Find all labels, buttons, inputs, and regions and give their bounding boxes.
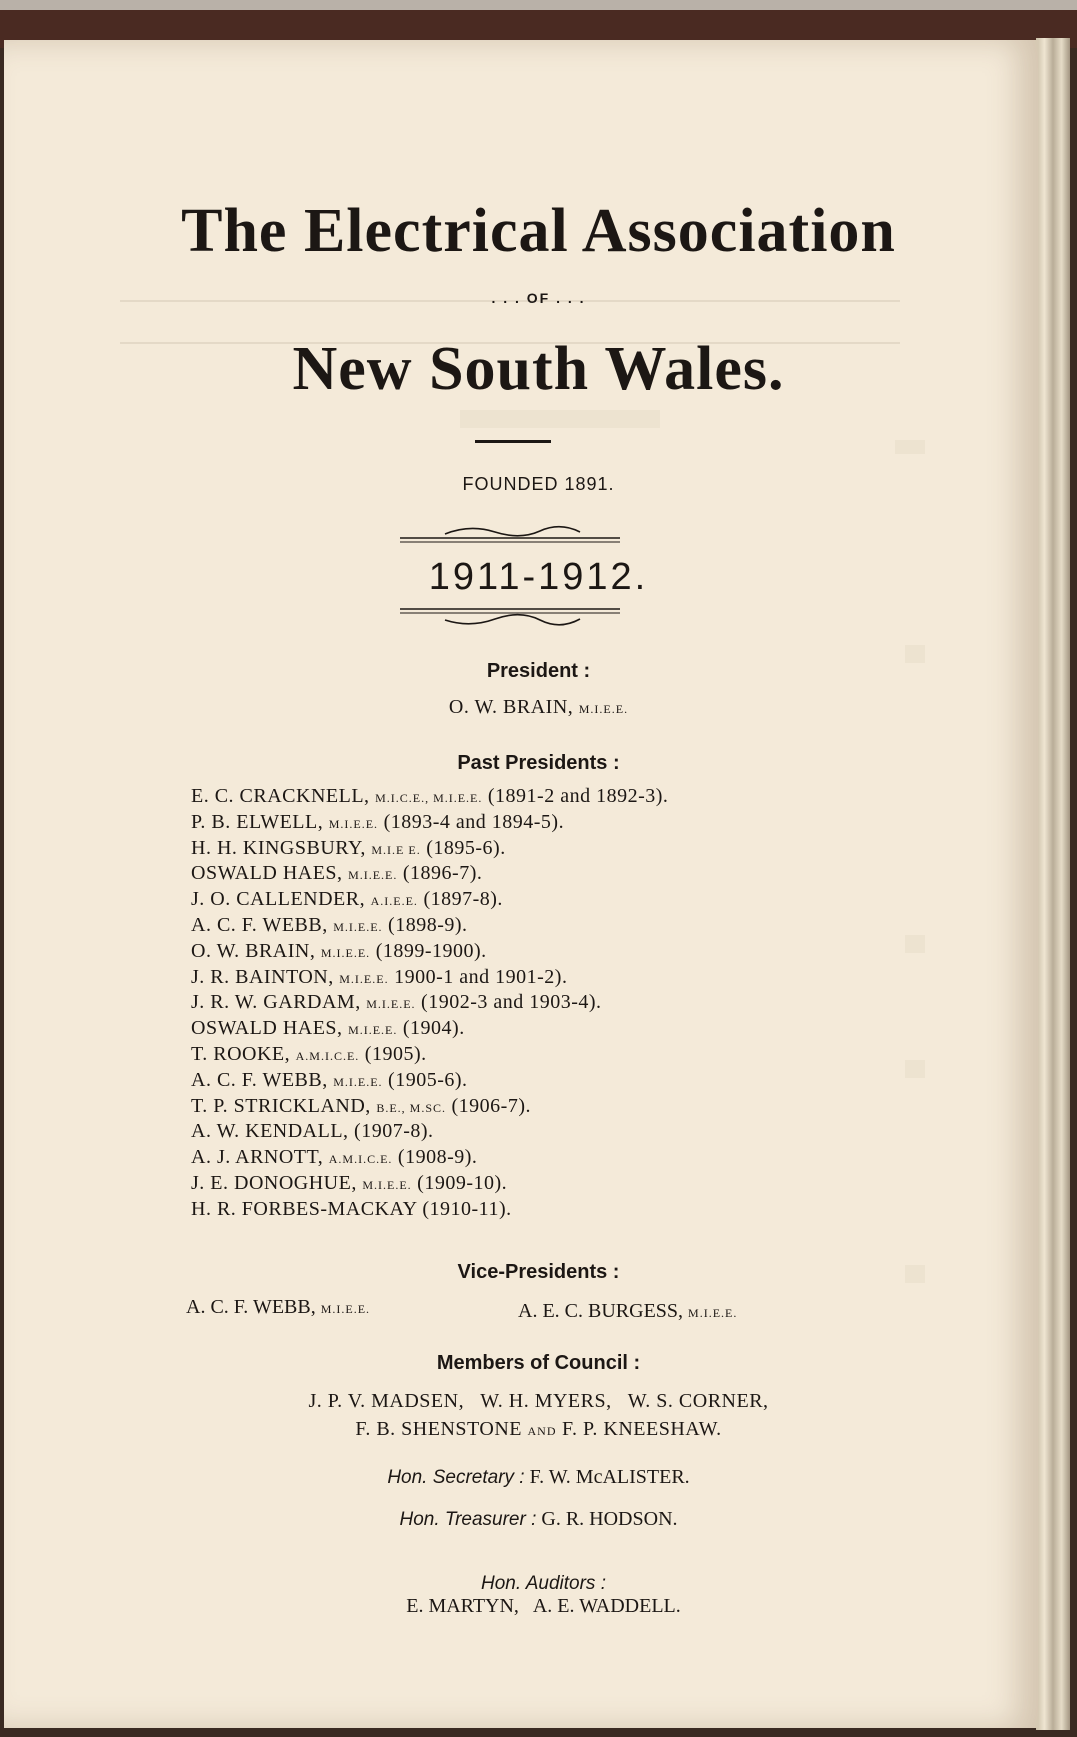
past-president-row — [191, 913, 891, 939]
secretary-name: F. W. McALISTER. — [529, 1466, 690, 1488]
past-president-years: 1900-1 and 1901-2). — [394, 965, 568, 988]
past-president-row — [191, 1145, 891, 1171]
past-president-qualification: M.I.E.E. — [333, 919, 383, 934]
council-member: F. B. SHENSTONE — [355, 1418, 522, 1440]
past-president-qualification: A.M.I.C.E. — [328, 1152, 393, 1167]
vice-president-qualification: M.I.E.E. — [688, 1306, 738, 1320]
past-president-row — [191, 1094, 891, 1120]
past-president-qualification: M.I.E.E. — [328, 816, 379, 831]
past-president-row — [191, 1171, 891, 1197]
past-president-name: E. C. CRACKNELL, — [191, 785, 370, 807]
past-president-row — [191, 965, 891, 991]
past-president-row — [191, 1042, 891, 1068]
past-president-name: H. R. FORBES-MACKAY — [191, 1197, 417, 1220]
past-president-name: J. R. W. GARDAM, — [191, 991, 361, 1014]
past-president-years: (1893-4 and 1894-5). — [383, 810, 565, 833]
past-president-row — [191, 1016, 891, 1042]
past-president-qualification: A.M.I.C.E. — [295, 1048, 360, 1063]
past-president-qualification: M.I.E.E. — [348, 868, 398, 883]
past-president-row — [191, 810, 891, 836]
past-president-qualification: M.I.C.E., M.I.E.E. — [375, 791, 483, 805]
council-line-1: J. P. V. MADSEN, W. H. MYERS, W. S. CORNER, — [308, 1390, 769, 1412]
past-president-years: (1904). — [402, 1017, 465, 1040]
hon-auditors — [0, 1549, 1077, 1618]
past-president-row — [191, 939, 891, 965]
vice-presidents-heading: Vice-Presidents : — [457, 1261, 620, 1283]
past-president-qualification: M.I.E.E. — [362, 1177, 412, 1192]
past-president-name: J. R. BAINTON, — [191, 965, 334, 988]
past-president-row — [191, 1119, 891, 1145]
past-president-years: (1898-9). — [388, 913, 468, 936]
past-president-row — [191, 836, 891, 862]
vice-president-1 — [186, 1296, 370, 1319]
past-president-years: (1906-7). — [451, 1094, 531, 1117]
past-president-years: (1908-9). — [397, 1146, 478, 1169]
past-president-row — [191, 990, 891, 1016]
past-president-row — [191, 1197, 891, 1223]
past-president-years: (1896-7). — [402, 862, 483, 885]
hon-treasurer — [0, 1508, 1077, 1531]
past-president-qualification: M.I.E.E. — [366, 997, 416, 1012]
treasurer-name: G. R. HODSON. — [541, 1508, 678, 1530]
president-entry — [0, 696, 1077, 719]
past-president-name: OSWALD HAES, — [191, 1017, 343, 1040]
past-president-years: (1899-1900). — [375, 939, 487, 962]
past-president-qualification: A.I.E.E. — [370, 894, 418, 909]
past-president-name: H. H. KINGSBURY, — [191, 836, 366, 859]
past-president-years: (1895-6). — [426, 836, 506, 859]
page-subtitle: New South Wales. — [292, 335, 785, 403]
past-president-years: (1907-8). — [354, 1120, 434, 1143]
page-title: The Electrical Association — [181, 197, 896, 265]
past-president-years: (1902-3 and 1903-4). — [421, 991, 602, 1014]
past-president-qualification: M.I.E.E. — [348, 1023, 398, 1038]
past-president-years: (1909-10). — [417, 1171, 508, 1194]
past-president-years: (1905). — [364, 1042, 427, 1065]
founded-line: FOUNDED 1891. — [462, 474, 615, 494]
ornament-top — [400, 522, 620, 544]
past-president-qualification: M.I.E.E. — [320, 945, 371, 960]
past-president-years: (1905-6). — [388, 1068, 468, 1091]
past-president-name: J. E. DONOGHUE, — [191, 1171, 357, 1194]
past-president-name: T. ROOKE, — [191, 1042, 291, 1065]
past-president-qualification: M.I.E.E. — [333, 1074, 383, 1089]
hon-secretary — [0, 1466, 1077, 1489]
past-president-name: A. J. ARNOTT, — [191, 1146, 324, 1169]
title-rule — [475, 440, 551, 443]
past-president-name: A. C. F. WEBB, — [191, 913, 328, 936]
treasurer-role: Hon. Treasurer : — [399, 1509, 537, 1530]
past-president-row — [191, 861, 891, 887]
auditors-role: Hon. Auditors : — [481, 1573, 606, 1594]
years-heading: 1911-1912. — [428, 556, 649, 598]
council-heading: Members of Council : — [436, 1352, 641, 1374]
past-president-row — [191, 1068, 891, 1094]
past-president-qualification: M.I.E.E. — [339, 971, 389, 986]
vice-president-2 — [518, 1300, 737, 1323]
past-president-years: (1891-2 and 1892-3). — [487, 785, 669, 807]
vice-president-qualification: M.I.E.E. — [320, 1302, 371, 1316]
vice-president-name: A. C. F. WEBB, — [186, 1296, 316, 1318]
past-president-name: A. W. KENDALL, — [191, 1120, 349, 1143]
ornament-bottom — [400, 606, 620, 628]
past-presidents-heading: Past Presidents : — [457, 752, 620, 774]
past-president-qualification: B.E., M.SC. — [376, 1100, 446, 1115]
auditors-names: E. MARTYN, A. E. WADDELL. — [406, 1595, 681, 1617]
past-president-row — [191, 887, 891, 913]
past-president-name: J. O. CALLENDER, — [191, 888, 366, 911]
president-heading: President : — [486, 660, 591, 682]
past-president-name: A. C. F. WEBB, — [191, 1068, 328, 1091]
council-line-2 — [0, 1418, 1077, 1441]
past-president-name: O. W. BRAIN, — [191, 939, 316, 962]
of-connector: . . . OF . . . — [491, 290, 586, 306]
council-and: AND — [527, 1424, 557, 1438]
president-qualification: M.I.E.E. — [578, 702, 629, 716]
past-presidents-list — [191, 784, 891, 1223]
past-president-name: T. P. STRICKLAND, — [191, 1094, 371, 1117]
vice-president-name: A. E. C. BURGESS, — [518, 1300, 684, 1322]
past-president-row — [191, 784, 891, 810]
past-president-name: OSWALD HAES, — [191, 862, 343, 885]
council-member: F. P. KNEESHAW. — [561, 1418, 722, 1440]
past-president-years: (1897-8). — [423, 888, 503, 911]
past-president-name: P. B. ELWELL, — [191, 810, 324, 833]
past-president-years: (1910-11). — [422, 1197, 512, 1220]
president-name: O. W. BRAIN, — [448, 696, 574, 718]
secretary-role: Hon. Secretary : — [387, 1467, 525, 1488]
past-president-qualification: M.I.E E. — [371, 842, 421, 857]
